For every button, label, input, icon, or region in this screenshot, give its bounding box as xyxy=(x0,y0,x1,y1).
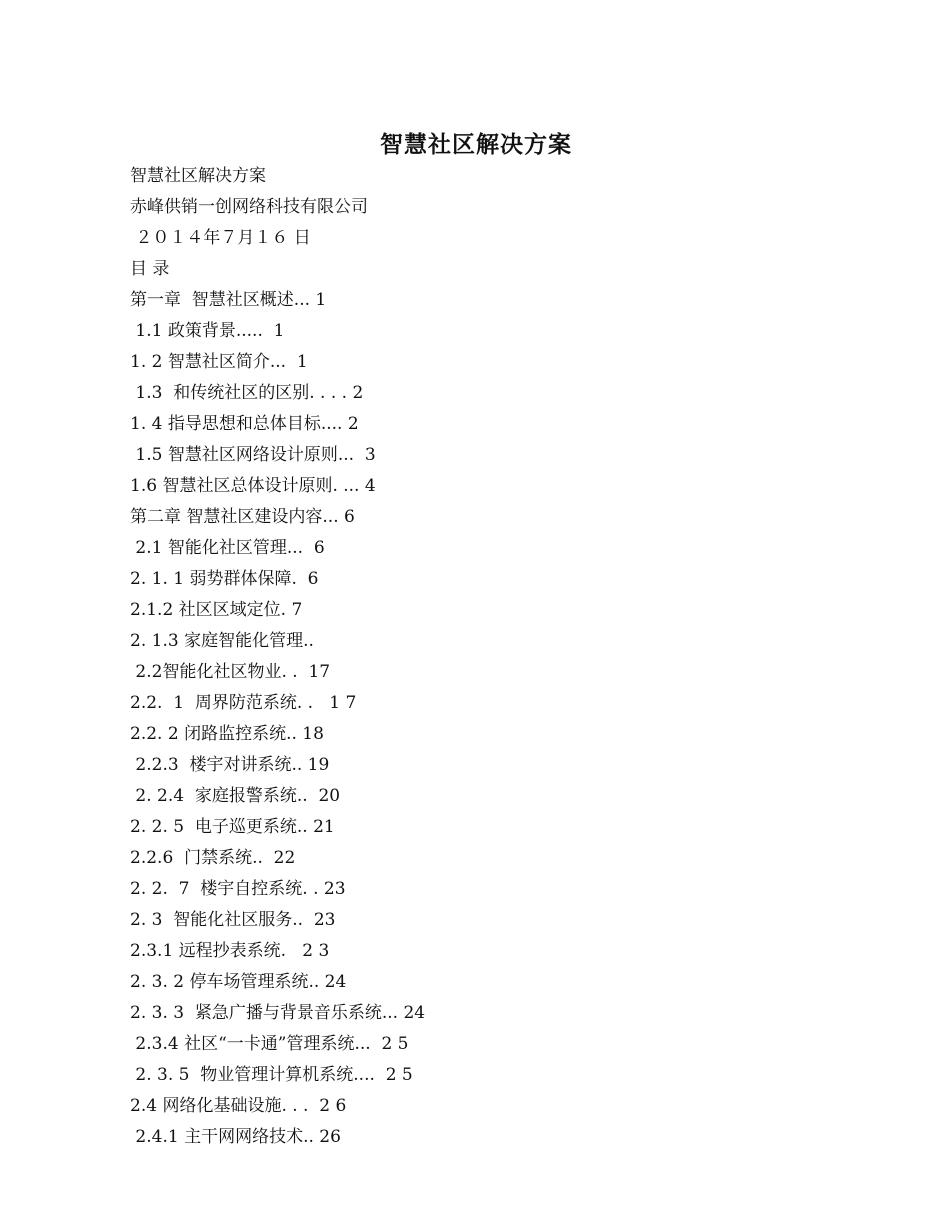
toc-entry: 2.2.3 楼宇对讲系统.. 19 xyxy=(130,755,330,775)
toc-entry: 1.3 和传统社区的区别. . . . 2 xyxy=(130,383,364,403)
toc-entry: 2.3.1 远程抄表系统. 2 3 xyxy=(130,941,330,961)
toc-entry: 1.6 智慧社区总体设计原则. ... 4 xyxy=(130,476,376,496)
toc-entry: 2.2.6 门禁系统.. 22 xyxy=(130,848,296,868)
toc-entry: 2.2智能化社区物业. . 17 xyxy=(130,662,331,682)
toc-entry: 2.4 网络化基础设施. . . 2 6 xyxy=(130,1096,347,1116)
body-line: 赤峰供销一创网络科技有限公司 xyxy=(130,197,368,217)
toc-entry: 2. 3 智能化社区服务.. 23 xyxy=(130,910,336,930)
toc-entry: 2. 2. 5 电子巡更系统.. 21 xyxy=(130,817,335,837)
toc-entry: 2. 2.4 家庭报警系统.. 20 xyxy=(130,786,341,806)
body-line: ２０１４年７月１６ 日 xyxy=(130,228,311,248)
toc-entry: 2.1 智能化社区管理... 6 xyxy=(130,538,325,558)
toc-entry: 第一章 智慧社区概述... 1 xyxy=(130,290,327,310)
toc-entry: 1. 2 智慧社区简介... 1 xyxy=(130,352,308,372)
toc-entry: 2. 1. 1 弱势群体保障. 6 xyxy=(130,569,319,589)
toc-entry: 2. 3. 2 停车场管理系统.. 24 xyxy=(130,972,347,992)
toc-entry: 2. 3. 3 紧急广播与背景音乐系统... 24 xyxy=(130,1003,426,1023)
toc-entry: 2.3.4 社区“一卡通”管理系统... 2 5 xyxy=(130,1034,409,1054)
document-body xyxy=(130,164,890,1156)
document-title: 智慧社区解决方案 xyxy=(380,131,572,158)
toc-entry: 1. 4 指导思想和总体目标.... 2 xyxy=(130,414,359,434)
toc-entry: 2.2. 2 闭路监控系统.. 18 xyxy=(130,724,324,744)
toc-entry: 1.5 智慧社区网络设计原则... 3 xyxy=(130,445,376,465)
toc-entry: 2. 1.3 家庭智能化管理.. xyxy=(130,631,314,651)
toc-heading: 目 录 xyxy=(130,259,170,279)
toc-entry: 2.2. 1 周界防范系统. . 1 7 xyxy=(130,693,357,713)
toc-entry: 1.1 政策背景..... 1 xyxy=(130,321,285,341)
toc-entry: 2. 2. 7 楼宇自控系统. . 23 xyxy=(130,879,346,899)
body-line: 智慧社区解决方案 xyxy=(130,166,266,186)
toc-entry: 第二章 智慧社区建设内容... 6 xyxy=(130,507,355,527)
toc-entry: 2.1.2 社区区域定位. 7 xyxy=(130,600,303,620)
toc-entry: 2. 3. 5 物业管理计算机系统.... 2 5 xyxy=(130,1065,413,1085)
toc-entry: 2.4.1 主干网网络技术.. 26 xyxy=(130,1127,341,1147)
